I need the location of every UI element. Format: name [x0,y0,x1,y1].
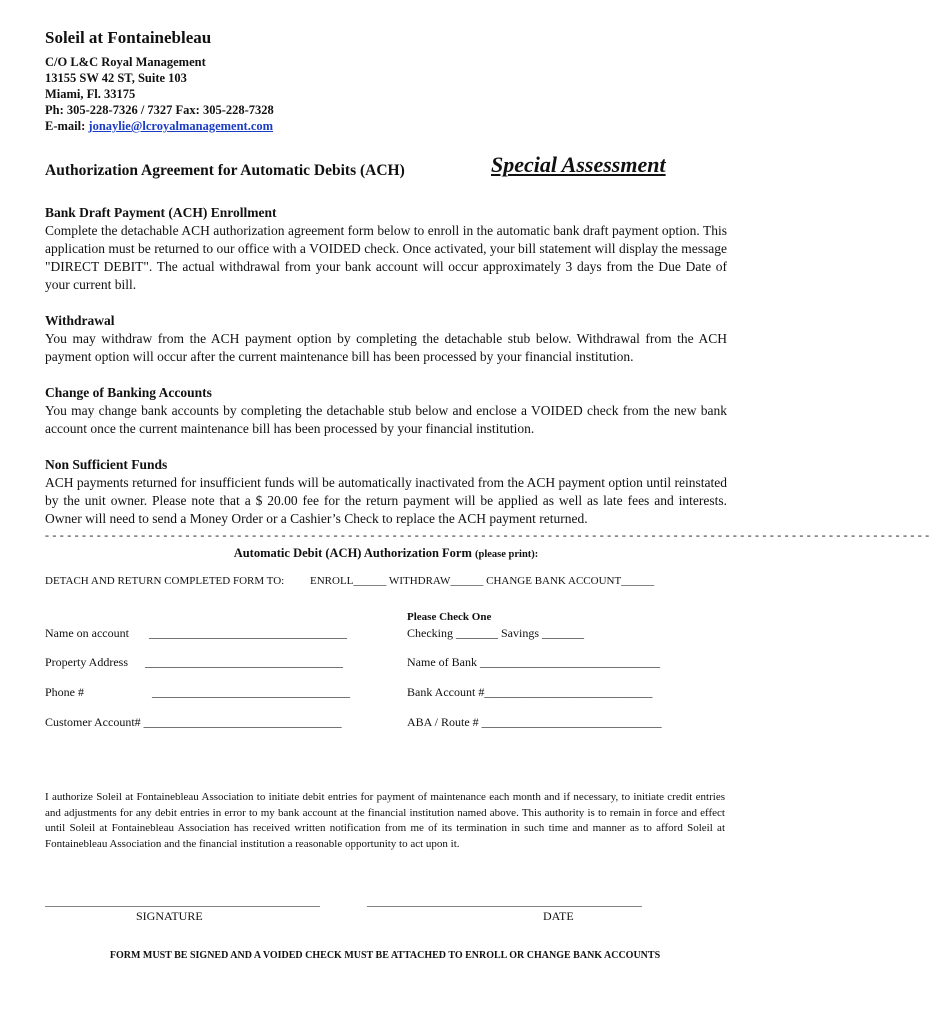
authorization-statement: I authorize Soleil at Fontainebleau Association to initiate debit entries for payment of maintenance each month and if necessary, to initiate credit entries and adjustments for any debit entries in error to my bank account at the financial institution named above. This authority is to remain in force and effect until Soleil at Fontainebleau Association has received written notification from me of its termination in such time and manner as to afford Soleil at Fontainebleau Association and the financial institution a reasonable opportunity to act upon it. [45,791,725,850]
account-type-field[interactable]: Checking _______ Savings _______ [407,626,584,640]
property-address-label: Property Address [45,655,128,669]
address-line-city: Miami, Fl. 33175 [45,87,136,101]
form-title-text: Automatic Debit (ACH) Authorization Form [233,546,472,560]
detach-row [45,561,727,591]
phone-field[interactable]: _________________________________ [152,685,350,699]
phone-fax-line: Ph: 305-228-7326 / 7327 Fax: 305-228-7328 [45,103,274,117]
document-page [45,28,929,781]
signature-label: SIGNATURE [136,909,203,923]
bank-account-field[interactable]: Bank Account #____________________________ [407,685,653,699]
date-label: DATE [543,909,574,923]
section-nsf [45,456,727,528]
property-address-field[interactable]: _________________________________ [145,655,343,669]
document-title: Authorization Agreement for Automatic Debits (ACH) [45,162,405,179]
name-on-account-label: Name on account [45,626,129,640]
section-withdrawal [45,312,727,366]
section-body: You may change bank accounts by completing the detachable stub below and enclose a VOIDED check from the new bank account once the current maintenance bill has been processed by your financial institution. [45,403,727,436]
org-name: Soleil at Fontainebleau [45,28,212,47]
email-link[interactable]: jonaylie@lcroyalmanagement.com [88,119,274,133]
address-line-street: 13155 SW 42 ST, Suite 103 [45,71,187,85]
action-options[interactable]: ENROLL______ WITHDRAW______ CHANGE BANK ACCOUNT______ [310,575,655,587]
detach-label: DETACH AND RETURN COMPLETED FORM TO: [45,575,285,587]
customer-account-field[interactable]: Customer Account# _________________________________ [45,715,342,729]
date-line[interactable]: __________________________________________________ [367,896,642,908]
email-line [45,118,727,134]
account-fields [45,591,727,781]
email-label: E-mail: [45,119,89,133]
section-heading: Bank Draft Payment (ACH) Enrollment [45,205,277,220]
signature-line[interactable]: __________________________________________________ [45,896,320,908]
letterhead [45,28,727,134]
section-body: You may withdraw from the ACH payment option by completing the detachable stub below. Withdrawal from the ACH payment option will occur after the current maintenance bill has been processed by your financial institution. [45,331,727,364]
section-change-bank [45,384,727,438]
phone-label: Phone # [45,685,84,699]
form-title [45,546,727,561]
section-enrollment [45,204,727,294]
aba-route-field[interactable]: ABA / Route # ______________________________ [407,715,662,729]
bank-name-field[interactable]: Name of Bank ______________________________ [407,655,660,669]
form-title-note: (please print): [475,549,539,560]
footer-notice: FORM MUST BE SIGNED AND A VOIDED CHECK MUST BE ATTACHED TO ENROLL OR CHANGE BANK ACCOUNTS [109,950,661,961]
section-body: ACH payments returned for insufficient funds will be automatically inactivated from the ACH payment option until reinstated by the unit owner. Please note that a $ 20.00 fee for the return payment will be applied as well as late fees and interests. Owner will need to send a Money Order or a Cashier’s Check to replace the ACH payment returned. [45,475,727,526]
name-on-account-field[interactable]: _________________________________ [149,626,347,640]
section-heading: Non Sufficient Funds [45,457,168,472]
title-row [45,150,727,186]
check-one-label: Please Check One [407,611,492,623]
section-heading: Change of Banking Accounts [45,385,212,400]
detach-line: - - - - - - - - - - - - - - - - - - - - - - - - - - - - - - - - - - - - - - - - - - - - - - - - - - - - - - - - - - - - - - - - - - - - - - - - - - - - - - - - - - - - - - - - - - - - - - - - - - - - - - - - - - - - - - - - - - - - - - - - [45,528,929,542]
signature-block [45,896,725,936]
section-body: Complete the detachable ACH authorization agreement form below to enroll in the automatic bank draft payment option. This application must be returned to our office with a VOIDED check. Once activated, your bill statement will display the message "DIRECT DEBIT". The actual withdrawal from your bank account will occur approximately 3 days from the Due Date of your current bill. [45,223,727,292]
special-assessment-title: Special Assessment [491,152,666,177]
address-line-management: C/O L&C Royal Management [45,55,206,69]
section-heading: Withdrawal [45,313,115,328]
